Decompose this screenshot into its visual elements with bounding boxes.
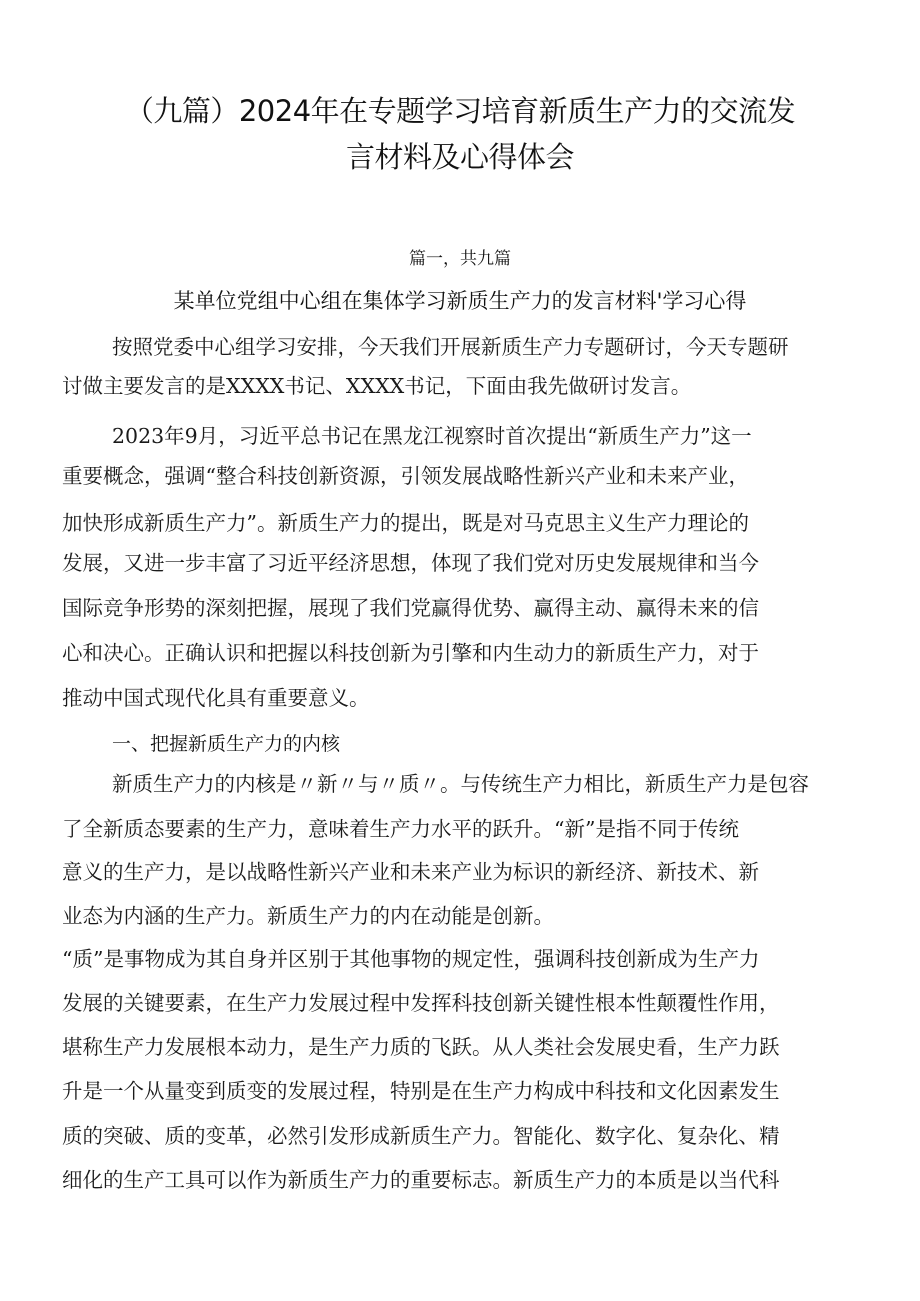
para3-line: 业态为内涵的生产力。新质生产力的内在动能是创新。 [62,904,554,928]
para4-line: 堪称生产力发展根本动力，是生产力质的飞跃。从人类社会发展史看，生产力跃 [62,1035,780,1059]
para4-line: 质的突破、质的变革，必然引发形成新质生产力。智能化、数字化、复杂化、精 [62,1124,780,1148]
para4-line: “质”是事物成为其自身并区别于其他事物的规定性，强调科技创新成为生产力 [62,947,760,971]
document-title-line2: 言材料及心得体会 [345,140,574,174]
subtitle: 某单位党组中心组在集体学习新质生产力的发言材料'学习心得 [173,289,747,313]
intro-line: 讨做主要发言的是XXXX书记、XXXX书记，下面由我先做研讨发言。 [62,374,692,398]
para2-line: 心和决心。正确认识和把握以科技创新为引擎和内生动力的新质生产力，对于 [62,641,759,665]
para3-line: 意义的生产力，是以战略性新兴产业和未来产业为标识的新经济、新技术、新 [62,860,759,884]
para4-line: 升是一个从量变到质变的发展过程，特别是在生产力构成中科技和文化因素发生 [62,1079,780,1103]
section-heading: 一、把握新质生产力的内核 [112,733,341,755]
para2-line: 发展，又进一步丰富了习近平经济思想，体现了我们党对历史发展规律和当今 [62,551,759,575]
para2-line: 国际竞争形势的深刻把握，展现了我们党赢得优势、赢得主动、赢得未来的信 [62,596,759,620]
para2-line: 重要概念，强调“整合科技创新资源，引领发展战略性新兴产业和未来产业， [62,464,749,488]
para3-first-line [112,771,809,797]
section-label: 篇一，共九篇 [409,249,511,269]
para3-line: 了全新质态要素的生产力，意味着生产力水平的跃升。“新”是指不同于传统 [62,817,739,841]
para3-first-rest: 。与传统生产力相比，新质生产力是包容 [440,772,809,796]
para3-lead: 新质生产力的内核是〃新〃与〃质〃 [112,772,440,796]
intro-line: 按照党委中心组学习安排，今天我们开展新质生产力专题研讨，今天专题研 [112,335,789,359]
para4-line: 发展的关键要素，在生产力发展过程中发挥科技创新关键性根本性颠覆性作用， [62,991,780,1015]
para2-line: 加快形成新质生产力”。新质生产力的提出，既是对马克思主义生产力理论的 [62,511,749,535]
para4-line: 细化的生产工具可以作为新质生产力的重要标志。新质生产力的本质是以当代科 [62,1168,780,1192]
para2-line: 2023年9月，习近平总书记在黑龙江视察时首次提出“新质生产力”这一 [112,424,752,448]
document-title-line1: （九篇）2024年在专题学习培育新质生产力的交流发 [124,94,796,128]
para2-line: 推动中国式现代化具有重要意义。 [62,686,370,710]
